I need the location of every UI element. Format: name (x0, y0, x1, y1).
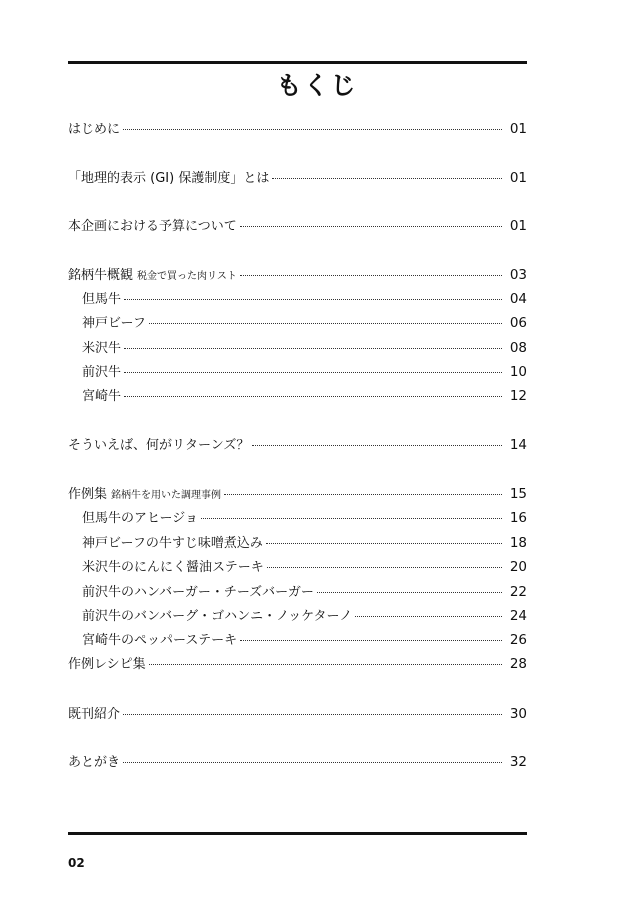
toc-entry-subtitle: 税金で買った肉リスト (137, 271, 237, 282)
toc-entry-back-issues[interactable] (68, 705, 527, 724)
dot-leader (124, 396, 502, 397)
toc-entry-page: 26 (509, 632, 527, 648)
toc-entry-gyusuji[interactable] (82, 534, 527, 553)
toc-entry-label: 宮崎牛 (82, 389, 122, 404)
toc-entry-label: 作例集 銘柄牛を用いた調理事例 (68, 487, 222, 502)
dot-leader (124, 348, 502, 349)
toc-entry-garlic-steak[interactable] (82, 558, 527, 577)
toc-entry-yonezawa[interactable] (82, 339, 527, 358)
dot-leader (123, 129, 502, 130)
toc-entry-gi[interactable] (68, 169, 527, 188)
top-rule (68, 61, 527, 64)
toc-entry-label: 本企画における予算について (68, 219, 237, 234)
dot-leader (355, 616, 502, 617)
toc-entry-tajima[interactable] (82, 290, 527, 309)
toc-entry-burger[interactable] (82, 583, 527, 602)
toc-entry-page: 10 (509, 364, 527, 380)
toc-entry-afterword[interactable] (68, 753, 527, 772)
toc-entry-banburg[interactable] (82, 607, 527, 626)
toc-entry-page: 16 (509, 510, 527, 526)
toc-entry-label: あとがき (68, 755, 121, 770)
toc-entry-budget[interactable] (68, 217, 527, 236)
toc-entry-overview[interactable] (68, 266, 527, 286)
toc-entry-label: 作例レシピ集 (68, 657, 146, 672)
toc-entry-label: 「地理的表示 (GI) 保護制度」とは (68, 171, 270, 186)
dot-leader (272, 178, 502, 179)
toc-entry-page: 30 (509, 706, 527, 722)
toc-entry-returns[interactable] (68, 436, 527, 455)
dot-leader (224, 494, 502, 495)
toc-entry-page: 15 (509, 486, 527, 502)
dot-leader (124, 299, 502, 300)
bottom-rule (68, 832, 527, 835)
toc-entry-page: 20 (509, 559, 527, 575)
dot-leader (252, 445, 502, 446)
toc-entry-examples[interactable] (68, 485, 527, 505)
dot-leader (149, 323, 502, 324)
dot-leader (149, 664, 502, 665)
toc-entry-maesawa[interactable] (82, 363, 527, 382)
toc-entry-label: はじめに (68, 122, 121, 137)
dot-leader (240, 226, 502, 227)
toc-entry-label: 既刊紹介 (68, 707, 121, 722)
toc-entry-pepper-steak[interactable] (82, 631, 527, 650)
toc-entry-label: 神戸ビーフの牛すじ味噌煮込み (82, 536, 263, 551)
toc-entry-ajillo[interactable] (82, 509, 527, 528)
toc-entry-label: 宮崎牛のペッパーステーキ (82, 633, 238, 648)
toc-entry-page: 06 (509, 315, 527, 331)
toc-entry-page: 32 (509, 754, 527, 770)
toc-entry-label: そういえば、何がリターンズ？ (68, 438, 250, 453)
toc-entry-subtitle: 銘柄牛を用いた調理事例 (111, 490, 222, 501)
dot-leader (240, 640, 502, 641)
dot-leader (201, 518, 502, 519)
page-title: もくじ (276, 71, 358, 100)
toc-entry-label: 但馬牛 (82, 292, 122, 307)
toc-entry-recipes[interactable] (68, 655, 527, 674)
toc-entry-page: 14 (509, 437, 527, 453)
toc-entry-label: 前沢牛のバンバーグ・ゴハンニ・ノッケターノ (82, 609, 353, 624)
toc-entry-page: 12 (509, 388, 527, 404)
toc-entry-page: 18 (509, 535, 527, 551)
toc-entry-label: 米沢牛のにんにく醤油ステーキ (82, 560, 264, 575)
toc-entry-page: 28 (509, 656, 527, 672)
dot-leader (317, 592, 502, 593)
toc-entry-hajimeni[interactable] (68, 120, 527, 139)
toc-entry-label: 但馬牛のアヒージョ (82, 511, 198, 526)
toc-entry-kobe[interactable] (82, 314, 527, 333)
toc-entry-label: 前沢牛のハンバーガー・チーズバーガー (82, 585, 314, 600)
toc-entry-page: 01 (509, 170, 527, 186)
toc-entry-page: 04 (509, 291, 527, 307)
dot-leader (124, 372, 502, 373)
dot-leader (240, 275, 502, 276)
toc-entry-page: 22 (509, 584, 527, 600)
toc-entry-label: 米沢牛 (82, 341, 122, 356)
dot-leader (267, 567, 502, 568)
toc-entry-page: 08 (509, 340, 527, 356)
dot-leader (266, 543, 502, 544)
dot-leader (123, 762, 502, 763)
toc-entry-miyazaki[interactable] (82, 387, 527, 406)
dot-leader (123, 714, 502, 715)
toc-entry-page: 03 (509, 267, 527, 283)
toc-entry-label: 神戸ビーフ (82, 316, 146, 331)
toc-entry-label: 前沢牛 (82, 365, 122, 380)
toc-entry-page: 01 (509, 121, 527, 137)
toc-entry-page: 01 (509, 218, 527, 234)
toc-entry-label: 銘柄牛概観 税金で買った肉リスト (68, 268, 237, 283)
toc-entry-page: 24 (509, 608, 527, 624)
page-number: 02 (68, 856, 85, 870)
